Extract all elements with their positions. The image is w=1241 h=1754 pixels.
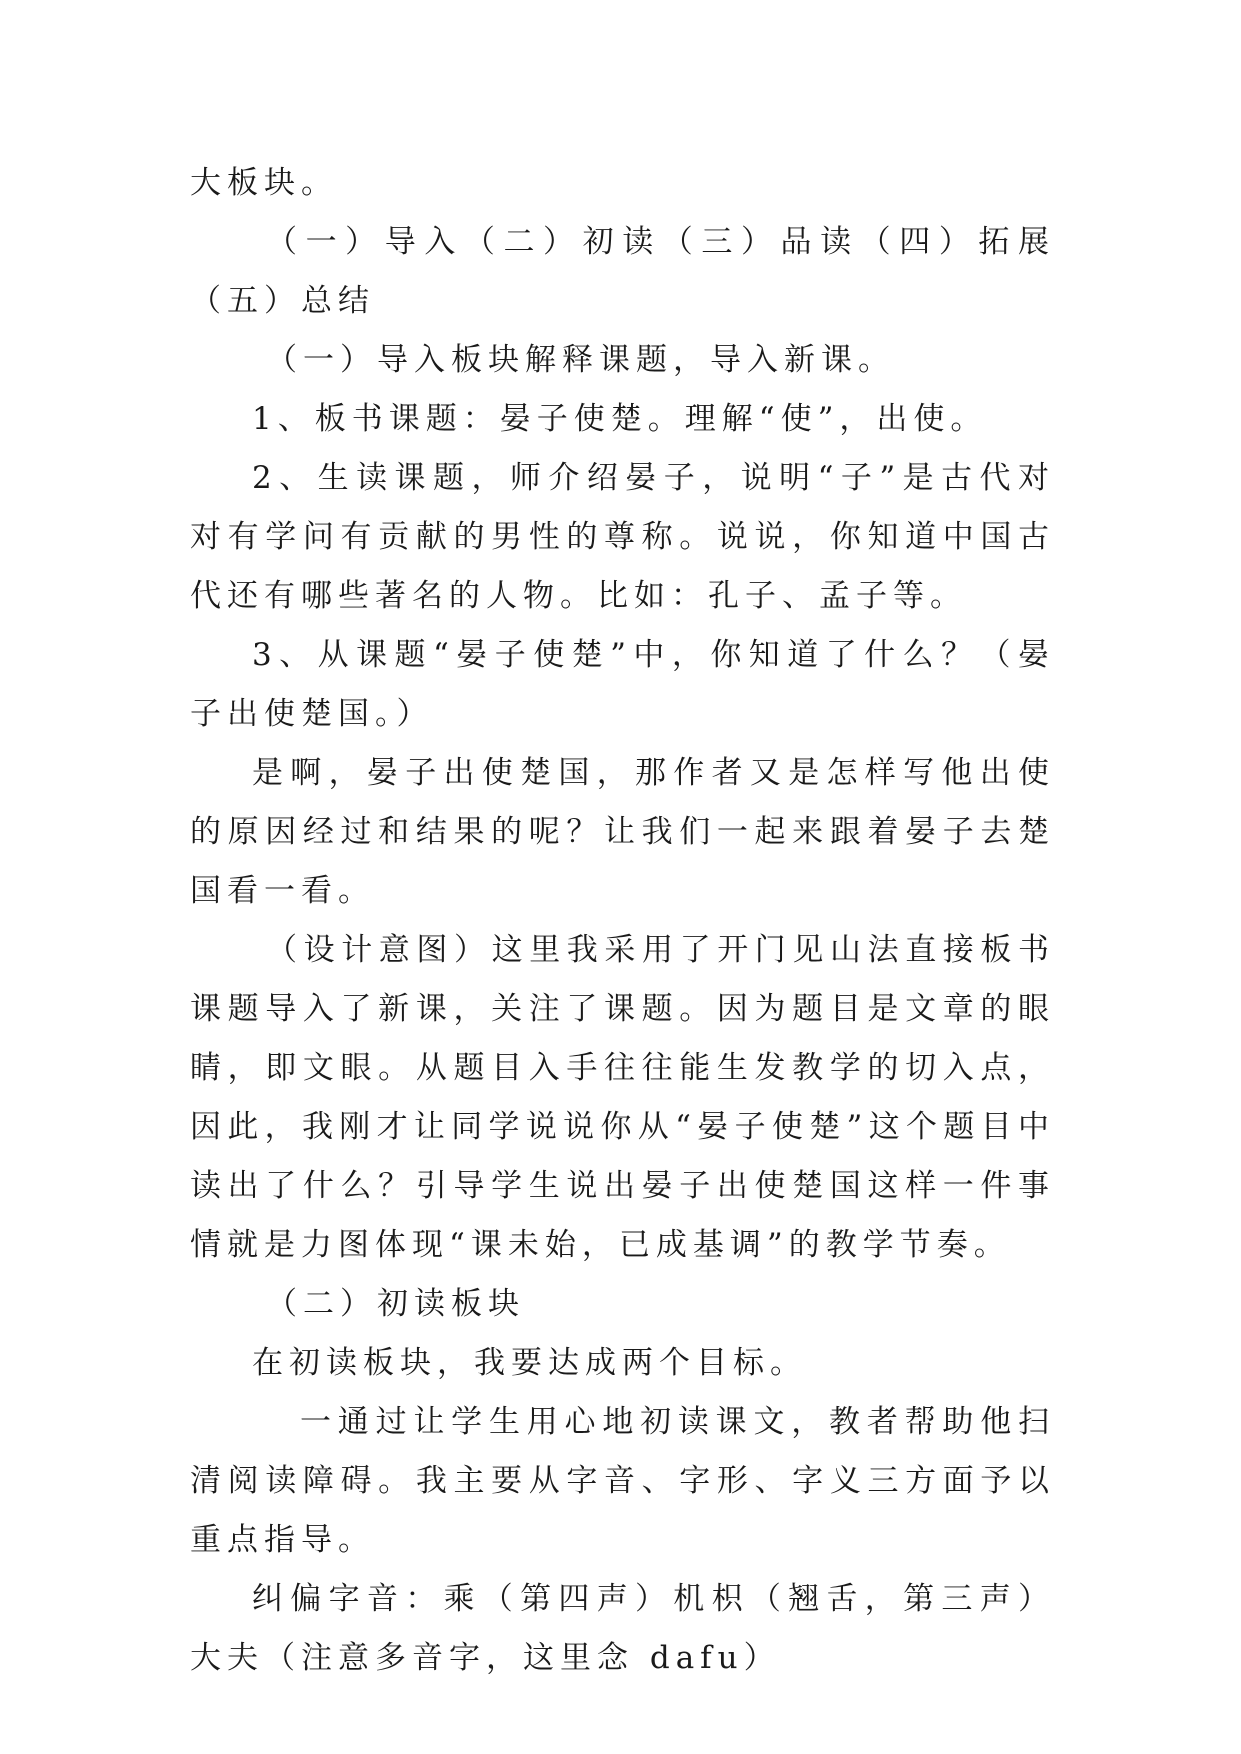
paragraph-transition: 是啊，晏子出使楚国，那作者又是怎样写他出使的原因经过和结果的呢？让我们一起来跟着晏子去楚国看一看。 bbox=[190, 755, 1055, 909]
paragraph-step-3: 3、从课题“晏子使楚”中，你知道了什么？（晏子出使楚国。） bbox=[190, 637, 1055, 732]
paragraph-continuation: 大板块。 bbox=[190, 165, 338, 201]
paragraph-step-1: 1、板书课题：晏子使楚。理解“使”，出使。 bbox=[252, 401, 988, 437]
paragraph-design-intent: （设计意图）这里我采用了开门见山法直接板书课题导入了新课，关注了课题。因为题目是文章的眼睛，即文眼。从题目入手往往能生发教学的切入点，因此，我刚才让同学说说你从“晏子使楚”这个题目中读出了什么？引导学生说出晏子出使楚国这样一件事情就是力图体现“课未始，已成基调”的教学节奏。 bbox=[190, 932, 1055, 1263]
paragraph-outline: （一）导入（二）初读（三）品读（四）拓展（五）总结 bbox=[190, 224, 1055, 319]
paragraph-pronunciation: 纠偏字音：乘（第四声）机枳（翘舌，第三声）大夫（注意多音字，这里念 dafu） bbox=[190, 1581, 1055, 1676]
document-body bbox=[190, 154, 1055, 1688]
paragraph-goal-one: 一通过让学生用心地初读课文，教者帮助他扫清阅读障碍。我主要从字音、字形、字义三方面予以重点指导。 bbox=[190, 1404, 1055, 1558]
section-heading-first-reading: （二）初读板块 bbox=[266, 1286, 525, 1322]
paragraph-step-2: 2、生读课题，师介绍晏子，说明“子”是古代对对有学问有贡献的男性的尊称。说说，你知道中国古代还有哪些著名的人物。比如：孔子、孟子等。 bbox=[190, 460, 1055, 614]
paragraph-goals: 在初读板块，我要达成两个目标。 bbox=[252, 1345, 807, 1381]
section-heading-intro: （一）导入板块解释课题，导入新课。 bbox=[266, 342, 895, 378]
